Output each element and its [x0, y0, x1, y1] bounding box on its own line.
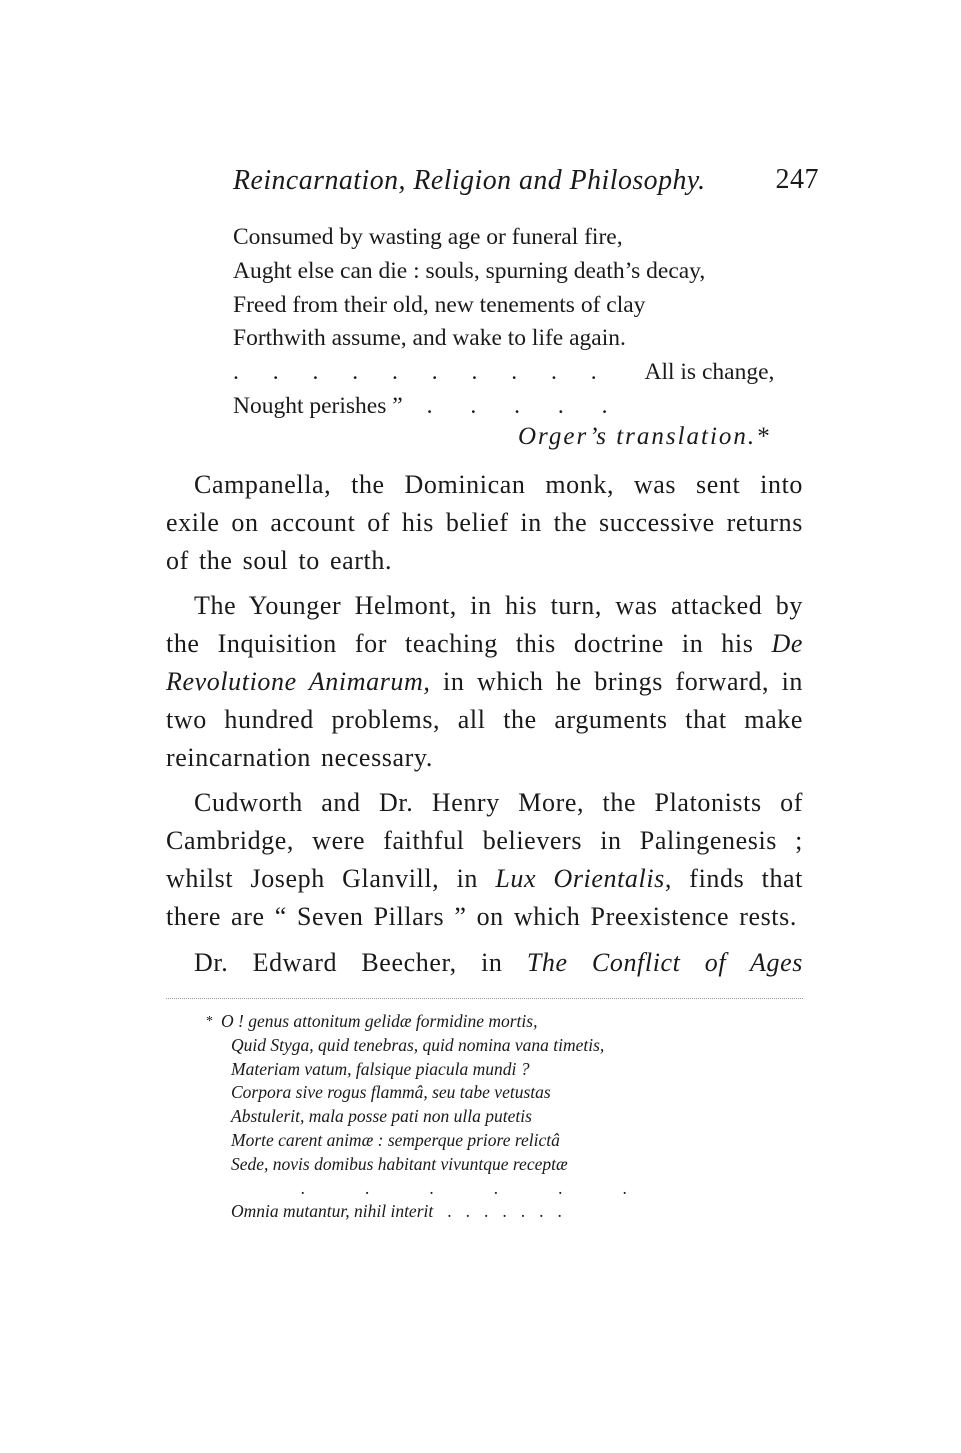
- book-title-italic: The Conflict of Ages: [526, 947, 803, 977]
- verse-line: Aught else can die : souls, spurning death’s decay,: [233, 257, 706, 284]
- paragraph-text: in which he brings forward, in two hundred problems, all the arguments that make reincarnation necessary.: [166, 666, 803, 772]
- verse-line-ellipsis: [233, 356, 793, 390]
- footnote-line: Sede, novis domibus habitant vivuntque receptæ: [231, 1153, 568, 1174]
- paragraph-cudworth: [166, 784, 803, 935]
- paragraph-beecher: [166, 944, 803, 982]
- paragraph-text: Dr. Edward Beecher, in: [194, 947, 527, 977]
- ellipsis-dots: . . . . . . . . . .: [233, 359, 611, 386]
- footnote-line-text: O ! genus attonitum gelidæ formidine mortis,: [221, 1011, 538, 1031]
- verse-attribution: Orger’s translation.*: [518, 423, 771, 450]
- footnote-line: Corpora sive rogus flammâ, seu tabe vetustas: [231, 1082, 551, 1103]
- footnote-line: Quid Styga, quid tenebras, quid nomina vana timetis,: [231, 1034, 605, 1055]
- verse-line-last: [233, 390, 793, 424]
- page-number: 247: [775, 164, 819, 195]
- footnote-line-text: Omnia mutantur, nihil interit: [231, 1201, 434, 1222]
- trailing-dots: .......: [447, 1201, 576, 1222]
- footnote-ellipsis: ......: [301, 1177, 688, 1198]
- footnote-last-line: [206, 1200, 766, 1224]
- footnote-line: Morte carent animæ : semperque priore relictâ: [231, 1129, 560, 1150]
- footnote-line: Materiam vatum, falsique piacula mundi ?: [231, 1058, 530, 1079]
- verse-line: All is change,: [644, 359, 775, 386]
- paragraph-text: The Younger Helmont, in his turn, was attacked by the Inquisition for teaching this doctrine in his: [166, 591, 803, 659]
- verse-quotation: [233, 221, 793, 450]
- verse-line: Freed from their old, new tenements of clay: [233, 291, 646, 318]
- footnote-marker: *: [206, 1014, 213, 1029]
- footnote: [206, 1010, 766, 1224]
- running-title: Reincarnation, Religion and Philosophy.: [233, 164, 706, 196]
- verse-line: Forthwith assume, and wake to life again.: [233, 325, 626, 352]
- paragraph-text: Cudworth and Dr. Henry More, the Platonists of Cambridge, were faithful believers in Palingenesis ; whilst Joseph Glanvill, in: [166, 788, 803, 893]
- paragraph-campanella: [166, 466, 803, 579]
- trailing-dots: . . . . .: [426, 392, 624, 419]
- running-head: [233, 160, 823, 200]
- paragraph-text: finds that there are “ Seven Pillars ” on which Preexistence rests.: [166, 863, 804, 931]
- paragraph-helmont: [166, 587, 803, 776]
- footnote-line: Abstulerit, mala posse pati non ulla putetis: [231, 1106, 532, 1127]
- book-title-italic: De Revolutione Animarum,: [166, 629, 803, 696]
- footnote-line: [206, 1010, 766, 1034]
- body-text: [166, 466, 803, 989]
- book-title-italic: Lux Orientalis,: [495, 863, 672, 893]
- verse-line: Consumed by wasting age or funeral fire,: [233, 224, 623, 250]
- verse-line: Nought perishes ”: [233, 392, 403, 419]
- footnote-divider: [166, 998, 803, 999]
- paragraph-text: Campanella, the Dominican monk, was sent into exile on account of his belief in the successive returns of the soul to earth.: [166, 470, 803, 575]
